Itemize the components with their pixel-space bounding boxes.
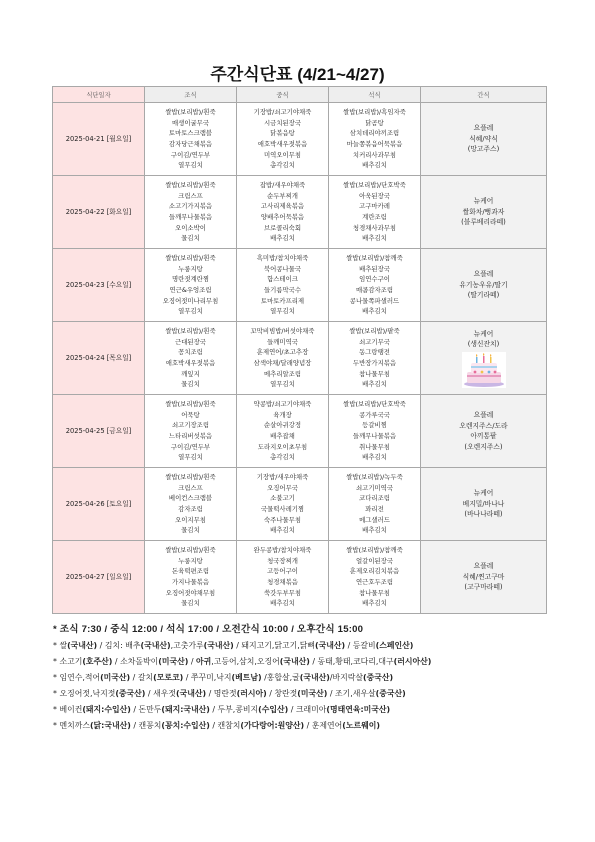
- menu-item: 오징어무국: [267, 483, 298, 492]
- menu-item: 소불고기: [270, 494, 295, 503]
- menu-item: 요플레: [473, 270, 494, 279]
- breakfast-cell: [145, 322, 237, 395]
- menu-item: (생신잔치): [467, 340, 500, 348]
- breakfast-cell: [145, 395, 237, 468]
- table-row: [53, 103, 547, 176]
- origin-segment: 아귀: [196, 657, 212, 666]
- menu-item: 아욱된장국: [359, 191, 390, 200]
- origin-segment: (수입산): [258, 705, 289, 714]
- origin-segment: (러시아산): [393, 657, 432, 666]
- menu-item: 흑미밥/참치야채죽: [256, 253, 309, 262]
- origin-segment: / 등갈비: [345, 641, 376, 650]
- origin-segment: (국내산): [203, 641, 234, 650]
- menu-item: 쌀화차/뻥과자: [462, 207, 505, 216]
- origin-segment: (중국산): [115, 689, 146, 698]
- menu-item: 요플레: [473, 411, 494, 419]
- origin-segment: * 소고기: [53, 657, 83, 666]
- day-date: 2025-04-25 [금요일]: [53, 395, 145, 468]
- origin-segment: (국내산): [279, 657, 310, 666]
- menu-item: 국물떡사레기찜: [260, 505, 305, 513]
- origin-segment: (돼지:수입산): [82, 705, 131, 714]
- dinner-cell: [329, 541, 421, 614]
- menu-item: 배추김치: [270, 234, 295, 243]
- menu-item: 쌀밥(보리밥)/흑임자죽: [343, 107, 406, 116]
- menu-item: 양배추어묵볶음: [260, 213, 305, 221]
- menu-item: 들깨무나물볶음: [352, 432, 397, 440]
- menu-item: 청국장찌개: [267, 556, 298, 565]
- menu-item: 토마토스크램블: [168, 129, 213, 138]
- menu-item: 쌀밥(보리밥)/흰죽: [165, 253, 216, 262]
- menu-item: 기장밥/새우야채죽: [256, 472, 309, 481]
- menu-item: 들깨무나물볶음: [168, 213, 213, 221]
- menu-item: 계란조림: [362, 213, 387, 221]
- origin-line: [53, 670, 573, 686]
- origin-segment: (호주산): [82, 657, 113, 666]
- menu-item: 참나물무침: [359, 369, 390, 378]
- menu-item: 배추잡채: [270, 432, 295, 440]
- origin-segment: / 돼지고기,닭고기,닭뼈: [233, 641, 315, 650]
- menu-item: 크림스프: [178, 191, 203, 200]
- page-title: 주간식단표 (4/21~4/27): [210, 65, 385, 84]
- table-row: [53, 395, 547, 468]
- origin-segment: (국내산): [67, 641, 98, 650]
- snack-cell: [421, 468, 547, 541]
- menu-item: 누룽지탕: [178, 264, 203, 273]
- origin-segment: / 크래미아: [288, 705, 327, 714]
- menu-item: 순살아귀강정: [263, 421, 302, 430]
- menu-item: 총각김치: [270, 161, 295, 170]
- menu-item: 베지밀/바나나: [462, 499, 505, 508]
- menu-item: 쌀밥(보리밥)/흰죽: [165, 472, 216, 481]
- day-date: 2025-04-27 [일요일]: [53, 541, 145, 614]
- birthday-cake-icon: [462, 352, 506, 388]
- lunch-cell: [237, 103, 329, 176]
- menu-item: 참나물무침: [359, 588, 390, 597]
- menu-item: 청경채사과무침: [352, 223, 397, 232]
- menu-item: (블루베리라떼): [461, 218, 506, 227]
- menu-item: 쌀밥(보리밥)/흰죽: [165, 545, 216, 554]
- menu-item: 고사리제육볶음: [260, 202, 305, 211]
- menu-item: 열무김치: [270, 380, 295, 389]
- origin-segment: (명태연육:미국산): [326, 705, 391, 714]
- menu-item: 총각김치: [270, 453, 295, 462]
- snack-cell: [421, 541, 547, 614]
- menu-item: 마늘쫑볶음어묵볶음: [346, 140, 403, 148]
- origin-segment: (미국산): [100, 673, 131, 682]
- menu-item: 뉴케어: [473, 489, 494, 498]
- menu-item: 누룽지탕: [178, 556, 203, 565]
- origin-segment: ,고춧가루: [170, 641, 204, 650]
- menu-item: 숙주나물무침: [263, 515, 302, 524]
- menu-item: 코다리조림: [359, 494, 390, 503]
- menu-item: 잡밥/새우야채죽: [259, 180, 306, 189]
- menu-item: 배추김치: [362, 599, 387, 608]
- menu-item: 메추리알조림: [263, 369, 302, 378]
- menu-item: (고구마라떼): [464, 583, 503, 592]
- origin-segment: (국내산): [175, 689, 207, 698]
- menu-item: 감자조림: [178, 505, 203, 513]
- menu-item: 육개장: [273, 410, 292, 419]
- snack-cell: [421, 249, 547, 322]
- breakfast-cell: [145, 541, 237, 614]
- menu-item: 깨잎지: [181, 369, 200, 378]
- menu-item: 쌀밥(보리밥)/참깨죽: [346, 545, 403, 554]
- menu-item: 쌀밥(보리밥)/팥죽: [349, 326, 400, 335]
- menu-item: 명란젓계란찜: [171, 275, 210, 284]
- menu-item: 물김치: [181, 234, 200, 243]
- origin-segment: / 쭈꾸미,낙지: [183, 673, 232, 682]
- origin-line: [53, 718, 573, 734]
- menu-item: 북어콩나물국: [263, 264, 302, 273]
- origin-segment: / 두부,콩비지: [209, 705, 259, 714]
- origin-segment: / 캔꽁치: [130, 721, 162, 730]
- origin-segment: / 조기,새우살: [327, 689, 376, 698]
- origin-segment: (스페인산): [375, 641, 414, 650]
- table-row: [53, 176, 547, 249]
- header-dinner: 석식: [329, 87, 421, 103]
- table-row: [53, 322, 547, 395]
- menu-item: 쌀밥(보리밥)/흰죽: [165, 399, 216, 408]
- menu-item: 쌀밥(보리밥)/흰죽: [165, 107, 216, 116]
- day-date: 2025-04-24 [목요일]: [53, 322, 145, 395]
- menu-item: 배추김치: [362, 526, 387, 535]
- origin-segment: / 김치: 배추: [97, 641, 141, 650]
- breakfast-cell: [145, 249, 237, 322]
- menu-item: 도라지오이초무침: [257, 442, 308, 451]
- menu-item: 들기름막국수: [263, 286, 302, 294]
- menu-item: 열무김치: [178, 307, 203, 316]
- header-snack: 간식: [421, 87, 547, 103]
- dinner-cell: [329, 249, 421, 322]
- origin-segment: (노르웨이): [342, 721, 380, 730]
- origin-list: [53, 638, 573, 734]
- menu-item: (오렌지주스): [464, 442, 503, 451]
- menu-item: 쌀밥(보리밥)/단호박죽: [343, 180, 406, 189]
- menu-item: 얼갈이된장국: [355, 556, 394, 565]
- origin-segment: (국내산): [315, 641, 346, 650]
- origin-line: [53, 702, 573, 718]
- menu-item: 유기농우유/딸기: [459, 280, 508, 289]
- menu-item: 매생이굴무국: [171, 118, 210, 127]
- menu-item: 들깨미역국: [267, 337, 298, 346]
- origin-segment: * 멘치까스: [53, 721, 90, 730]
- menu-item: 메그샐러드: [359, 515, 390, 524]
- menu-item: 훈제연어/초고추장: [256, 348, 309, 357]
- menu-item: 연근호두조림: [355, 578, 394, 586]
- origin-segment: (닭:국내산): [89, 721, 131, 730]
- origin-segment: (미국산): [297, 689, 328, 698]
- origin-segment: (미국산): [158, 657, 189, 666]
- menu-item: 삼치데리야끼조림: [349, 129, 400, 138]
- menu-item: 물김치: [181, 599, 200, 608]
- origin-segment: (중국산): [363, 673, 394, 682]
- menu-item: 식혜/약식: [469, 134, 498, 143]
- menu-item: 뉴케어: [473, 329, 494, 338]
- menu-item: 닭곰탕: [365, 118, 384, 127]
- menu-item: 꼬막비빔밥/버섯야채죽: [250, 326, 315, 335]
- menu-item: 취나물무침: [359, 442, 390, 451]
- origin-segment: / 명란젓: [206, 689, 237, 698]
- menu-item: 고구마카레: [359, 202, 390, 211]
- day-date: 2025-04-23 [수요일]: [53, 249, 145, 322]
- menu-item: 배추김치: [270, 599, 295, 608]
- table-row: [53, 541, 547, 614]
- menu-item: 꽁치조림: [178, 348, 203, 357]
- header-date: 식단일자: [53, 87, 145, 103]
- dinner-cell: [329, 468, 421, 541]
- menu-item: 브로콜리숙회: [263, 223, 302, 232]
- day-date: 2025-04-21 [월요일]: [53, 103, 145, 176]
- menu-item: 애호박새우젓볶음: [257, 140, 308, 148]
- menu-item: 물김치: [181, 380, 200, 389]
- breakfast-cell: [145, 176, 237, 249]
- table-header-row: [53, 87, 547, 103]
- menu-item: 열무김치: [178, 453, 203, 462]
- menu-item: 완두콩밥/참치야채죽: [253, 545, 312, 554]
- menu-item: 청경채볶음: [267, 578, 298, 586]
- menu-item: 크림스프: [178, 483, 203, 492]
- lunch-cell: [237, 176, 329, 249]
- menu-item: 감자당근채볶음: [168, 140, 213, 148]
- menu-item: 오징어젓야채무침: [165, 588, 216, 597]
- menu-item: 훈제오리김치볶음: [349, 567, 400, 576]
- menu-item: 쌀밥(보리밥)/단호박죽: [343, 399, 406, 408]
- menu-item: 애호박새우젓볶음: [165, 359, 216, 367]
- menu-item: 배추된장국: [359, 264, 390, 273]
- menu-item: 배추김치: [362, 234, 387, 243]
- menu-item: 쌀밥(보리밥)/흰죽: [165, 326, 216, 335]
- menu-item: 소고기가지볶음: [168, 202, 213, 211]
- menu-item: 배추김치: [270, 526, 295, 535]
- menu-item: 구이김/연두부: [170, 150, 211, 159]
- origin-segment: * 베이컨: [53, 705, 83, 714]
- origin-segment: /홍합살,굴: [261, 673, 300, 682]
- lunch-cell: [237, 541, 329, 614]
- menu-item: 오이소박이: [175, 223, 206, 232]
- origin-line: [53, 654, 573, 670]
- menu-item: 삼색야채/달래양념장: [253, 359, 312, 367]
- menu-item: 배추김치: [362, 307, 387, 316]
- menu-item: 오렌지주스/도라: [459, 421, 508, 430]
- table-row: [53, 249, 547, 322]
- dinner-cell: [329, 103, 421, 176]
- menu-item: 뉴케어: [473, 197, 494, 206]
- menu-item: 기장밥/쇠고기야채죽: [253, 107, 312, 116]
- dinner-cell: [329, 395, 421, 468]
- menu-item: 매콤감자조림: [355, 286, 394, 294]
- menu-item: 등갈비찜: [362, 421, 387, 430]
- weekly-menu-table: [52, 86, 547, 614]
- menu-item: (딸기라떼): [467, 291, 500, 300]
- menu-item: 함스테이크: [267, 275, 298, 284]
- snack-cell: [421, 103, 547, 176]
- origin-line: [53, 638, 573, 654]
- menu-item: 순두부찌개: [267, 191, 298, 200]
- menu-item: 쇠고기장조림: [171, 421, 210, 430]
- menu-item: 연근&우엉조림: [169, 286, 212, 294]
- menu-item: 시금치된장국: [263, 118, 302, 127]
- origin-segment: (국내산): [299, 673, 330, 682]
- menu-item: 베이컨스크램블: [168, 494, 213, 503]
- origin-segment: / 돈만두: [130, 705, 162, 714]
- footer-notes: [53, 622, 573, 734]
- table-row: [53, 468, 547, 541]
- menu-item: 쇠고기미역국: [355, 483, 394, 492]
- menu-item: 임연수구이: [359, 275, 390, 284]
- menu-item: 어묵탕: [181, 410, 200, 419]
- menu-item: 구이김/연두부: [170, 442, 211, 451]
- menu-item: 치커리사과무침: [352, 150, 397, 159]
- menu-item: (바나나라떼): [464, 510, 503, 519]
- origin-segment: / 새우젓: [145, 689, 176, 698]
- origin-segment: (러시아): [236, 689, 267, 698]
- origin-segment: (중국산): [375, 689, 406, 698]
- breakfast-cell: [145, 103, 237, 176]
- menu-item: 쑥갓두부무침: [263, 588, 302, 597]
- menu-item: (망고주스): [467, 145, 500, 154]
- menu-item: 약콩밥/쇠고기야채죽: [253, 399, 312, 408]
- menu-item: 배추김치: [362, 161, 387, 170]
- snack-cell: [421, 176, 547, 249]
- menu-item: 요플레: [473, 562, 494, 571]
- lunch-cell: [237, 249, 329, 322]
- dinner-cell: [329, 176, 421, 249]
- menu-item: 열무김치: [270, 307, 295, 316]
- menu-item: 아끼통팥: [470, 432, 497, 440]
- origin-segment: (돼지:국내산): [161, 705, 210, 714]
- menu-item: 배추김치: [362, 453, 387, 462]
- menu-item: 쌀밥(보리밥)/흰죽: [165, 180, 216, 189]
- origin-segment: / 동태,황태,코다리,대구: [309, 657, 394, 666]
- origin-segment: /바지락살: [329, 673, 363, 682]
- day-date: 2025-04-22 [화요일]: [53, 176, 145, 249]
- origin-segment: / 창란젓: [266, 689, 298, 698]
- menu-item: 콩나물쪽파샐러드: [349, 296, 400, 305]
- snack-cell: [421, 322, 547, 395]
- dinner-cell: [329, 322, 421, 395]
- menu-item: 가지나물볶음: [171, 578, 210, 586]
- header-lunch: 중식: [237, 87, 329, 103]
- lunch-cell: [237, 468, 329, 541]
- day-date: 2025-04-26 [토요일]: [53, 468, 145, 541]
- origin-segment: / 갈치: [130, 673, 154, 682]
- menu-item: 토마토카프리제: [260, 296, 305, 305]
- origin-segment: (국내산): [140, 641, 171, 650]
- origin-segment: (베트남): [231, 673, 262, 682]
- origin-segment: (모로코): [153, 673, 184, 682]
- menu-item: 돈육떡편조림: [171, 567, 210, 576]
- menu-item: 배추김치: [362, 380, 387, 389]
- menu-item: 오징어젓미나리무침: [162, 296, 219, 305]
- lunch-cell: [237, 322, 329, 395]
- origin-segment: * 임연수,적어: [53, 673, 101, 682]
- origin-segment: / 훈제연어: [304, 721, 343, 730]
- menu-item: 식혜/찐고구마: [462, 572, 505, 581]
- origin-segment: /: [188, 657, 196, 666]
- origin-segment: (꽁치:수입산): [161, 721, 210, 730]
- menu-item: 두반장가지볶음: [352, 359, 397, 367]
- menu-item: 느타리버섯볶음: [168, 432, 213, 440]
- menu-item: 고등어구이: [267, 567, 298, 576]
- origin-line: [53, 686, 573, 702]
- menu-item: 열무김치: [178, 161, 203, 170]
- origin-segment: * 오징어젓,낙지젓: [53, 689, 116, 698]
- menu-item: 오이지무침: [175, 515, 206, 524]
- menu-item: 미역오이무침: [263, 150, 302, 159]
- breakfast-cell: [145, 468, 237, 541]
- lunch-cell: [237, 395, 329, 468]
- header-breakfast: 조식: [145, 87, 237, 103]
- meal-schedule: * 조식 7:30 / 중식 12:00 / 석식 17:00 / 오전간식 10:00 / 오후간식 15:00: [53, 624, 364, 635]
- origin-segment: (가다랑어:원양산): [240, 721, 305, 730]
- menu-item: 근대된장국: [175, 337, 206, 346]
- menu-item: 닭볶음탕: [270, 129, 295, 138]
- origin-segment: ,고등어,삼치,오징어: [211, 657, 280, 666]
- origin-segment: / 캔참치: [209, 721, 241, 730]
- menu-item: 동그랑땡전: [359, 348, 390, 357]
- menu-item: 쌀밥(보리밥)/참깨죽: [346, 253, 403, 262]
- origin-segment: * 쌀: [53, 641, 68, 650]
- origin-segment: / 소차돌박이: [112, 657, 159, 666]
- menu-item: 물김치: [181, 526, 200, 535]
- menu-item: 요플레: [473, 124, 494, 133]
- menu-item: 꽈리전: [365, 505, 384, 513]
- menu-item: 쇠고기무국: [359, 337, 390, 346]
- snack-cell: [421, 395, 547, 468]
- menu-item: 쌀밥(보리밥)/녹두죽: [346, 472, 403, 481]
- menu-item: 콩가루국국: [359, 410, 390, 419]
